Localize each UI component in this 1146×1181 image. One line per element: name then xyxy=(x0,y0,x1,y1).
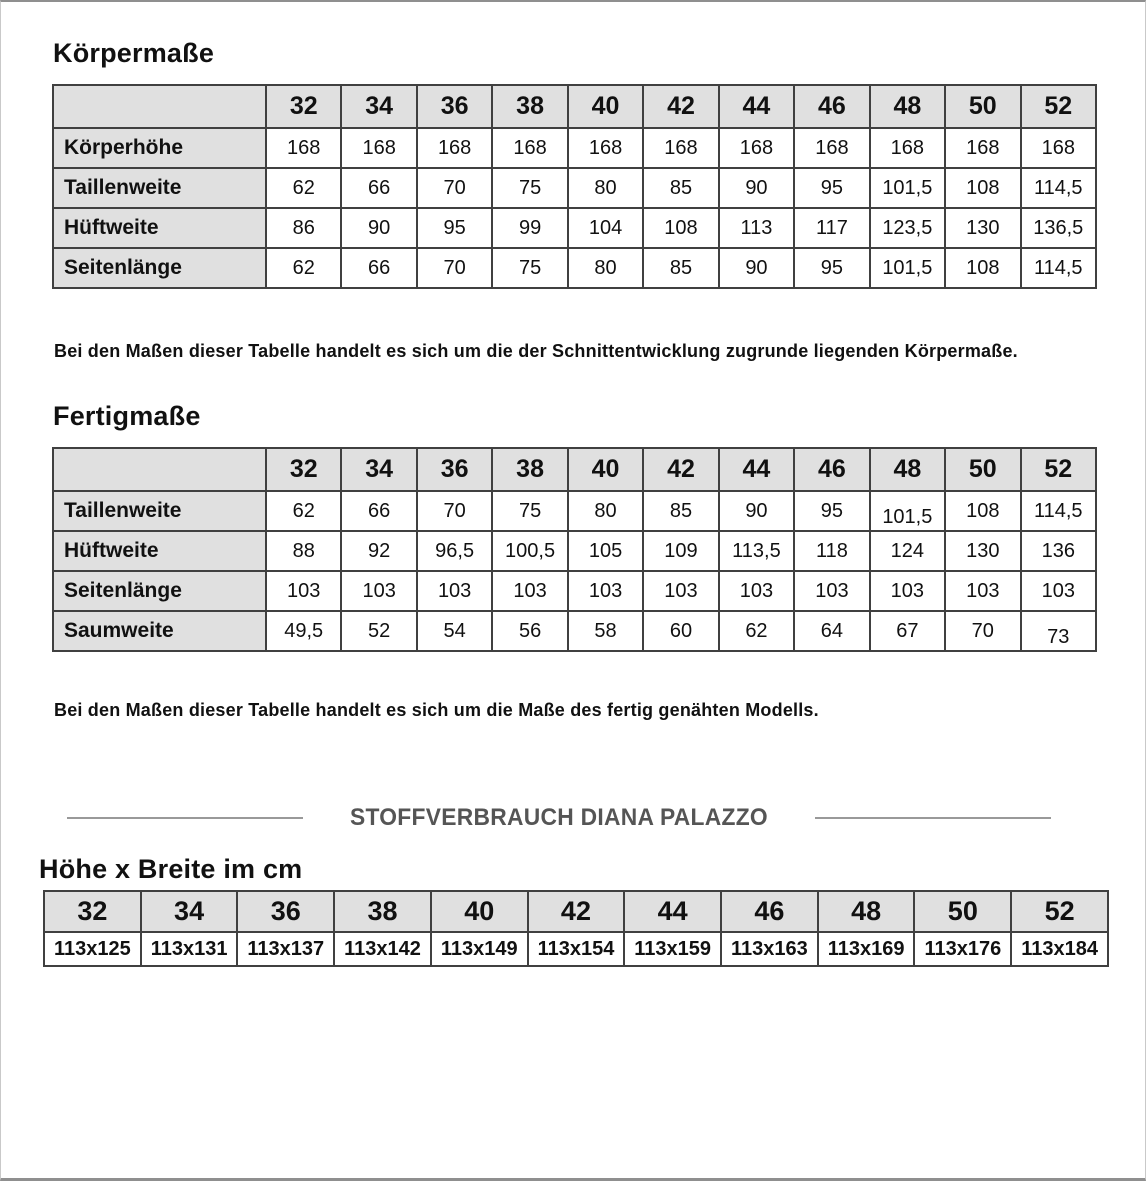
value-cell: 105 xyxy=(568,531,643,571)
value-cell: 168 xyxy=(870,128,945,168)
fertigmasse-title: Fertigmaße xyxy=(53,401,201,431)
value-cell: 113,5 xyxy=(719,531,794,571)
size-header-cell: 40 xyxy=(431,891,528,932)
fertigmasse-table xyxy=(52,447,1097,652)
value-cell: 100,5 xyxy=(492,531,567,571)
value-cell: 62 xyxy=(266,491,341,531)
value-cell: 66 xyxy=(341,248,416,288)
table-corner-cell xyxy=(53,85,266,128)
value-cell: 168 xyxy=(341,128,416,168)
size-header-cell: 36 xyxy=(237,891,334,932)
value-cell: 113x184 xyxy=(1011,932,1108,966)
value-cell: 90 xyxy=(719,491,794,531)
row-label-cell: Taillenweite xyxy=(53,168,266,208)
koerpermasse-title: Körpermaße xyxy=(53,38,215,68)
value-cell: 88 xyxy=(266,531,341,571)
value-cell: 103 xyxy=(719,571,794,611)
value-cell: 58 xyxy=(568,611,643,651)
size-header-cell: 48 xyxy=(870,448,945,491)
value-cell: 168 xyxy=(794,128,869,168)
koerpermasse-table xyxy=(52,84,1097,289)
stoffverbrauch-subtitle: Höhe x Breite im cm xyxy=(39,854,303,884)
value-cell: 52 xyxy=(341,611,416,651)
value-cell: 113x125 xyxy=(44,932,141,966)
size-header-cell: 38 xyxy=(492,85,567,128)
table-row xyxy=(53,571,1096,611)
value-cell: 70 xyxy=(417,168,492,208)
row-label-cell: Saumweite xyxy=(53,611,266,651)
value-cell: 56 xyxy=(492,611,567,651)
value-cell: 113x154 xyxy=(528,932,625,966)
table-row xyxy=(53,611,1096,651)
value-cell: 90 xyxy=(341,208,416,248)
value-cell: 62 xyxy=(719,611,794,651)
size-header-cell: 40 xyxy=(568,85,643,128)
value-cell: 75 xyxy=(492,491,567,531)
size-header-cell: 38 xyxy=(334,891,431,932)
value-cell: 103 xyxy=(643,571,718,611)
value-cell: 86 xyxy=(266,208,341,248)
row-label-cell: Hüftweite xyxy=(53,531,266,571)
row-label-cell: Taillenweite xyxy=(53,491,266,531)
row-label-cell: Körperhöhe xyxy=(53,128,266,168)
value-cell: 62 xyxy=(266,168,341,208)
table-row xyxy=(53,531,1096,571)
size-header-cell: 42 xyxy=(528,891,625,932)
size-header-cell: 46 xyxy=(794,85,869,128)
value-cell: 168 xyxy=(266,128,341,168)
value-cell: 113x131 xyxy=(141,932,238,966)
value-cell: 168 xyxy=(568,128,643,168)
divider-line-right xyxy=(815,817,1051,819)
value-cell: 108 xyxy=(945,248,1020,288)
size-header-cell: 32 xyxy=(44,891,141,932)
size-header-cell: 44 xyxy=(624,891,721,932)
value-cell: 114,5 xyxy=(1021,168,1096,208)
size-header-cell: 52 xyxy=(1021,85,1096,128)
value-cell: 108 xyxy=(643,208,718,248)
size-header-row xyxy=(53,448,1096,491)
value-cell: 108 xyxy=(945,491,1020,531)
size-header-cell: 42 xyxy=(643,85,718,128)
size-header-cell: 50 xyxy=(914,891,1011,932)
value-cell: 80 xyxy=(568,248,643,288)
value-cell: 104 xyxy=(568,208,643,248)
value-cell: 80 xyxy=(568,168,643,208)
value-cell: 113 xyxy=(719,208,794,248)
value-cell: 168 xyxy=(945,128,1020,168)
value-cell: 70 xyxy=(417,248,492,288)
value-cell: 113x159 xyxy=(624,932,721,966)
divider-line-left xyxy=(67,817,303,819)
value-cell: 60 xyxy=(643,611,718,651)
value-cell: 168 xyxy=(643,128,718,168)
value-cell: 130 xyxy=(945,208,1020,248)
size-header-cell: 48 xyxy=(818,891,915,932)
value-cell: 113x149 xyxy=(431,932,528,966)
row-label-cell: Hüftweite xyxy=(53,208,266,248)
fertigmasse-note: Bei den Maßen dieser Tabelle handelt es sich um die Maße des fertig genähten Modells. xyxy=(54,700,819,720)
value-cell: 103 xyxy=(266,571,341,611)
value-cell: 103 xyxy=(870,571,945,611)
value-cell: 96,5 xyxy=(417,531,492,571)
value-cell: 90 xyxy=(719,168,794,208)
value-cell: 136,5 xyxy=(1021,208,1096,248)
value-cell: 80 xyxy=(568,491,643,531)
value-cell: 54 xyxy=(417,611,492,651)
stoffverbrauch-title: STOFFVERBRAUCH DIANA PALAZZO xyxy=(350,804,768,831)
size-header-cell: 42 xyxy=(643,448,718,491)
size-header-cell: 44 xyxy=(719,85,794,128)
value-cell: 123,5 xyxy=(870,208,945,248)
value-cell: 103 xyxy=(568,571,643,611)
value-cell: 49,5 xyxy=(266,611,341,651)
table-row xyxy=(44,932,1108,966)
value-cell: 75 xyxy=(492,168,567,208)
value-cell: 95 xyxy=(794,491,869,531)
stoffverbrauch-heading xyxy=(67,804,1051,832)
value-cell: 70 xyxy=(417,491,492,531)
size-header-cell: 52 xyxy=(1021,448,1096,491)
size-header-cell: 40 xyxy=(568,448,643,491)
value-cell: 130 xyxy=(945,531,1020,571)
value-cell: 168 xyxy=(1021,128,1096,168)
value-cell: 114,5 xyxy=(1021,491,1096,531)
value-cell: 103 xyxy=(794,571,869,611)
size-header-cell: 34 xyxy=(341,448,416,491)
value-cell: 85 xyxy=(643,491,718,531)
value-cell: 168 xyxy=(492,128,567,168)
value-cell: 124 xyxy=(870,531,945,571)
value-cell: 85 xyxy=(643,168,718,208)
value-cell: 168 xyxy=(719,128,794,168)
value-cell: 66 xyxy=(341,491,416,531)
value-cell: 95 xyxy=(794,168,869,208)
value-cell: 85 xyxy=(643,248,718,288)
size-header-row xyxy=(44,891,1108,932)
value-cell: 114,5 xyxy=(1021,248,1096,288)
size-header-cell: 48 xyxy=(870,85,945,128)
size-header-cell: 52 xyxy=(1011,891,1108,932)
value-cell: 103 xyxy=(341,571,416,611)
value-cell: 95 xyxy=(794,248,869,288)
table-row xyxy=(53,128,1096,168)
size-header-cell: 50 xyxy=(945,448,1020,491)
value-cell: 113x163 xyxy=(721,932,818,966)
value-cell: 92 xyxy=(341,531,416,571)
value-cell: 101,5 xyxy=(870,248,945,288)
value-cell: 113x137 xyxy=(237,932,334,966)
size-header-row xyxy=(53,85,1096,128)
value-cell: 103 xyxy=(417,571,492,611)
koerpermasse-note: Bei den Maßen dieser Tabelle handelt es sich um die der Schnittentwicklung zugrunde liegenden Körpermaße. xyxy=(54,341,1018,361)
table-row xyxy=(53,491,1096,531)
size-header-cell: 32 xyxy=(266,448,341,491)
value-cell: 62 xyxy=(266,248,341,288)
value-cell: 168 xyxy=(417,128,492,168)
value-cell: 113x169 xyxy=(818,932,915,966)
table-row xyxy=(53,248,1096,288)
size-header-cell: 32 xyxy=(266,85,341,128)
value-cell: 109 xyxy=(643,531,718,571)
row-label-cell: Seitenlänge xyxy=(53,571,266,611)
size-header-cell: 44 xyxy=(719,448,794,491)
table-corner-cell xyxy=(53,448,266,491)
value-cell: 66 xyxy=(341,168,416,208)
value-cell: 117 xyxy=(794,208,869,248)
table-row xyxy=(53,168,1096,208)
size-header-cell: 34 xyxy=(341,85,416,128)
value-cell: 118 xyxy=(794,531,869,571)
size-header-cell: 36 xyxy=(417,448,492,491)
value-cell: 95 xyxy=(417,208,492,248)
value-cell: 73 xyxy=(1021,611,1096,651)
value-cell: 70 xyxy=(945,611,1020,651)
stoffverbrauch-table xyxy=(43,890,1109,967)
value-cell: 103 xyxy=(492,571,567,611)
value-cell: 103 xyxy=(1021,571,1096,611)
size-header-cell: 46 xyxy=(721,891,818,932)
value-cell: 113x176 xyxy=(914,932,1011,966)
value-cell: 101,5 xyxy=(870,168,945,208)
value-cell: 67 xyxy=(870,611,945,651)
row-label-cell: Seitenlänge xyxy=(53,248,266,288)
value-cell: 108 xyxy=(945,168,1020,208)
size-header-cell: 46 xyxy=(794,448,869,491)
size-header-cell: 38 xyxy=(492,448,567,491)
value-cell: 101,5 xyxy=(870,491,945,531)
table-row xyxy=(53,208,1096,248)
value-cell: 103 xyxy=(945,571,1020,611)
value-cell: 99 xyxy=(492,208,567,248)
size-header-cell: 34 xyxy=(141,891,238,932)
value-cell: 75 xyxy=(492,248,567,288)
value-cell: 90 xyxy=(719,248,794,288)
value-cell: 64 xyxy=(794,611,869,651)
value-cell: 113x142 xyxy=(334,932,431,966)
size-header-cell: 50 xyxy=(945,85,1020,128)
value-cell: 136 xyxy=(1021,531,1096,571)
size-header-cell: 36 xyxy=(417,85,492,128)
